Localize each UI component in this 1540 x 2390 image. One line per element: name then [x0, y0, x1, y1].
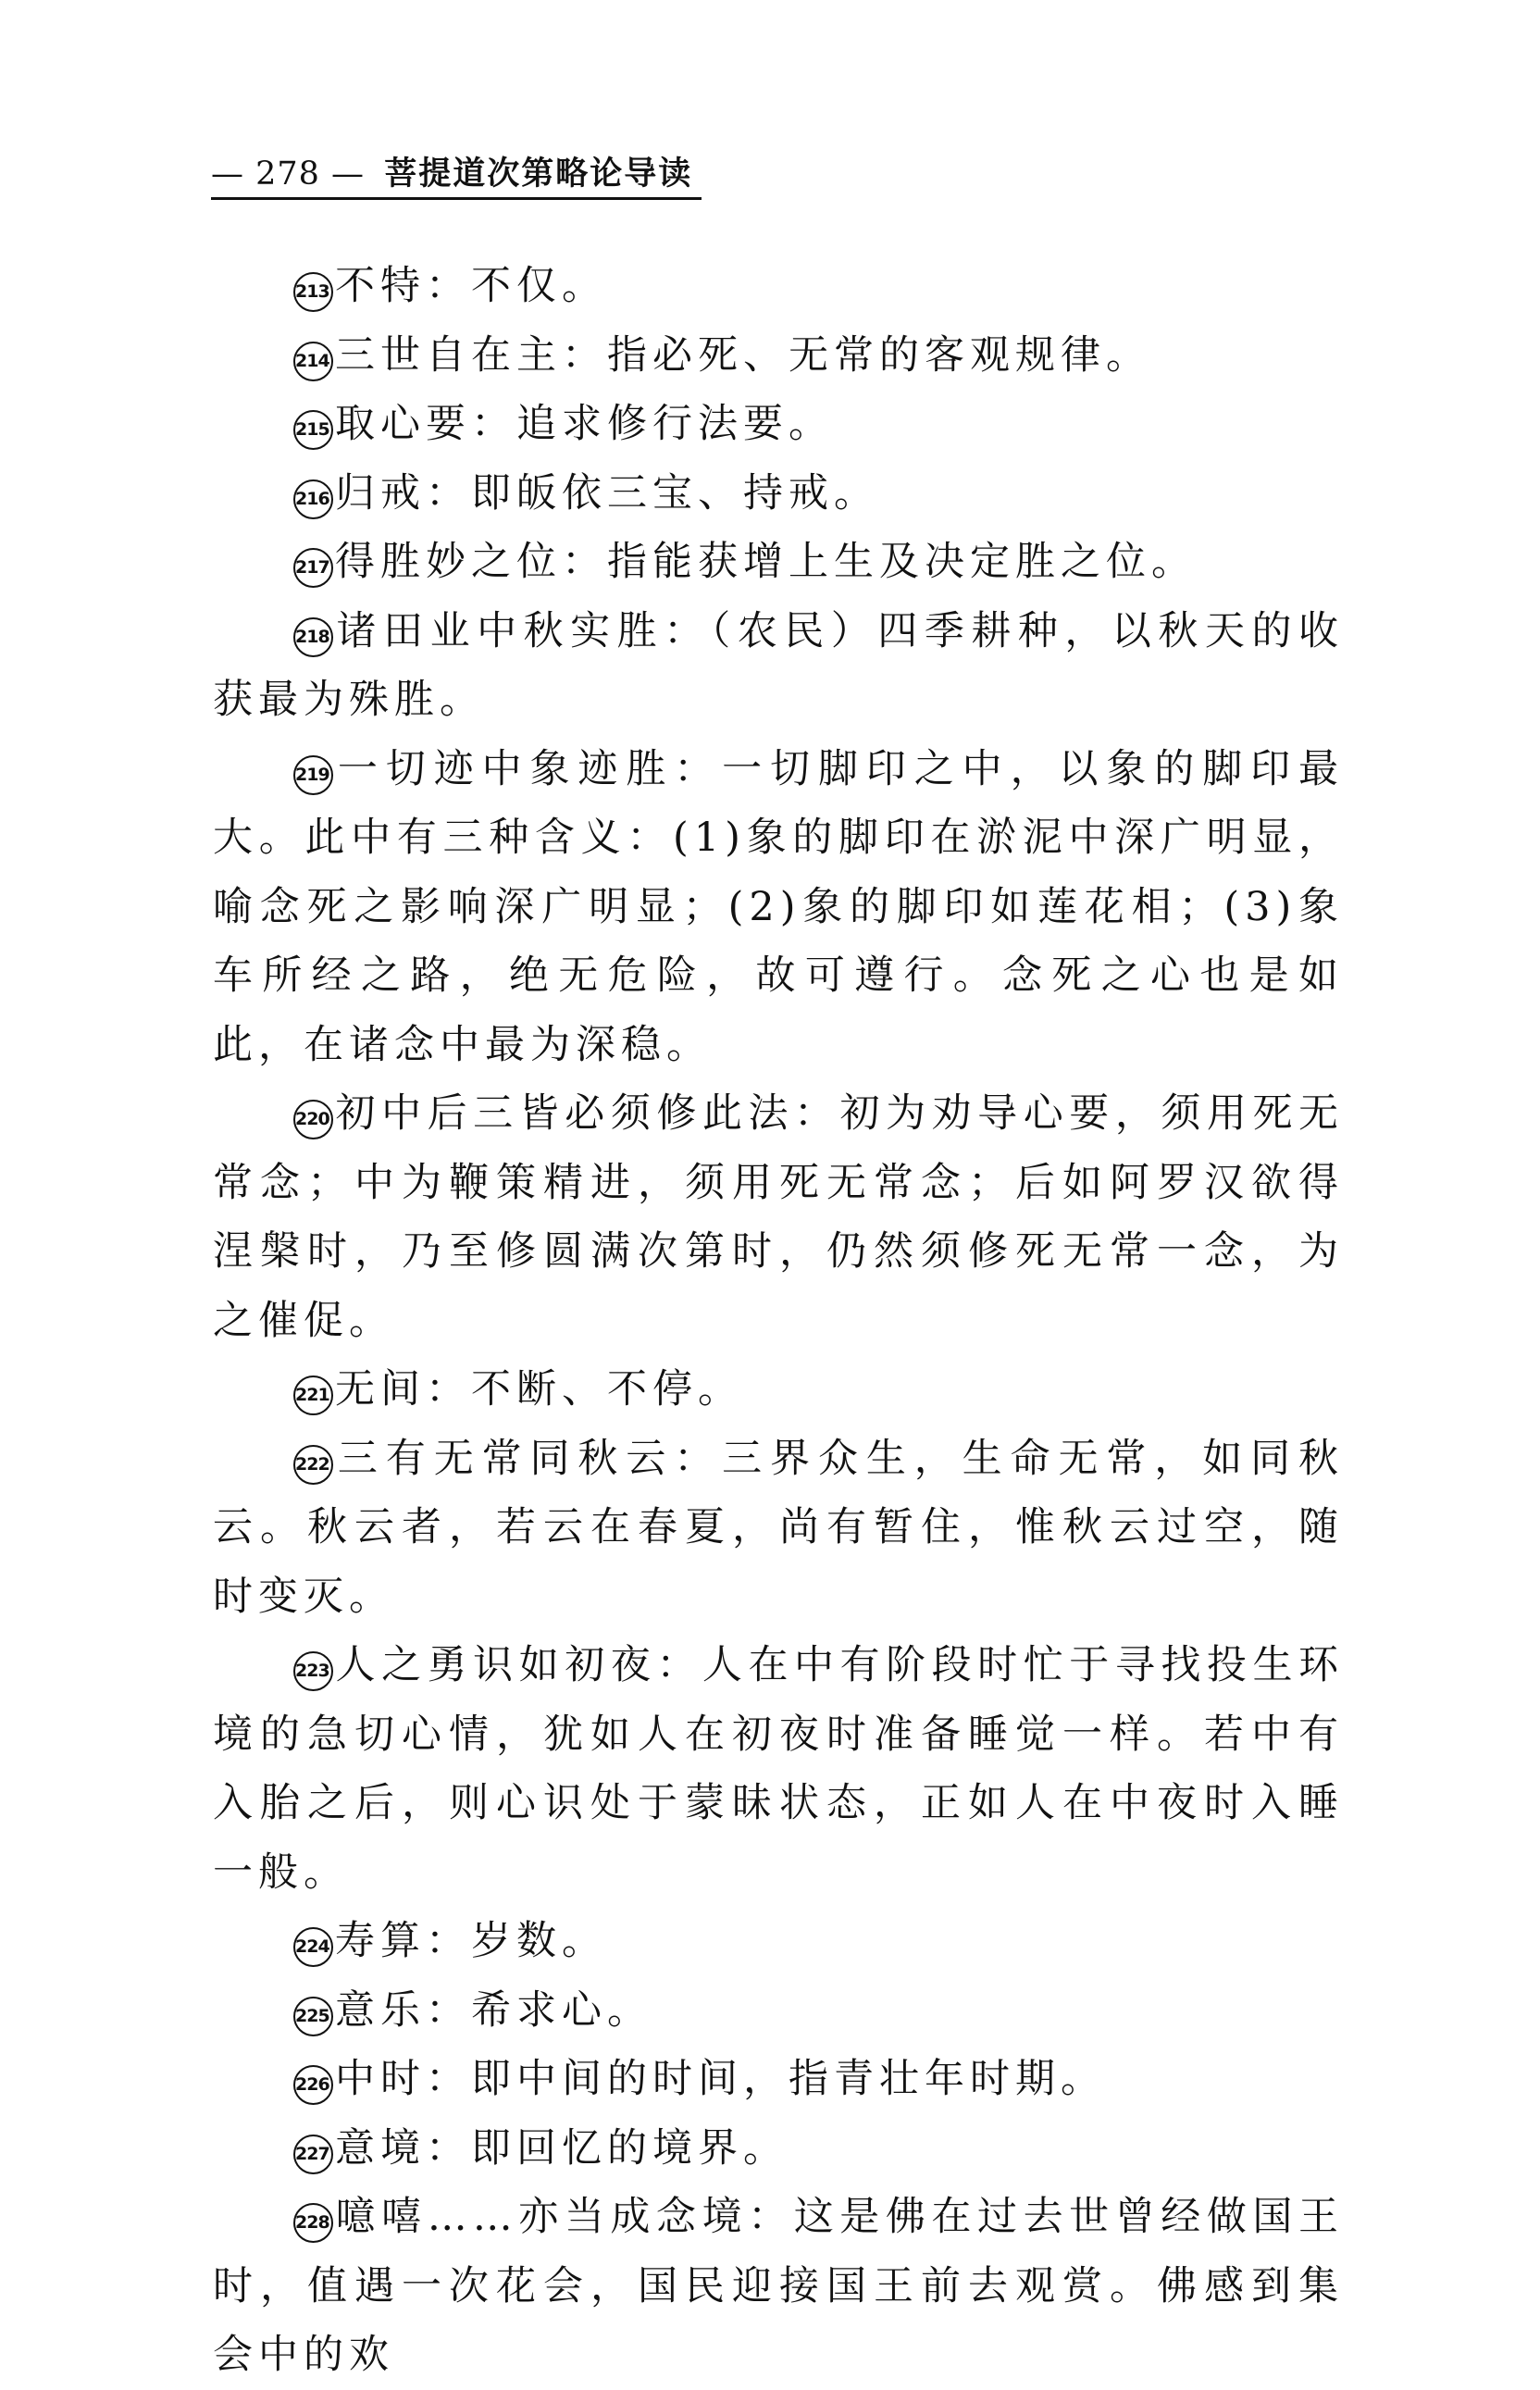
annotation-item: [213, 390, 1344, 459]
note-text: 无间：不断、不停。: [335, 1366, 743, 1413]
annotation-item: [213, 252, 1344, 321]
note-number: 219: [293, 755, 333, 795]
note-number: 217: [293, 548, 333, 588]
annotation-item: [213, 2114, 1344, 2184]
annotation-item: [213, 1907, 1344, 1976]
note-number: 221: [293, 1375, 333, 1415]
note-text: 中时：即中间的时间，指青壮年时期。: [335, 2056, 1106, 2102]
page-number: — 278 —: [211, 156, 366, 193]
note-number: 214: [293, 342, 333, 381]
annotation-item: [213, 1631, 1344, 1907]
note-number: 220: [293, 1100, 333, 1139]
note-number: 216: [293, 479, 333, 519]
note-text: 三有无常同秋云：三界众生，生命无常，如同秋云。秋云者，若云在春夏，尚有暂住，惟秋云过空，随时变灭。: [213, 1435, 1344, 1620]
note-number: 215: [293, 410, 333, 450]
note-number: 224: [293, 1927, 333, 1967]
note-text: 一切迹中象迹胜：一切脚印之中，以象的脚印最大。此中有三种含义：(1)象的脚印在淤泥中深广明显，喻念死之影响深广明显；(2)象的脚印如莲花相；(3)象车所经之路，绝无危险，故可遵行。念死之心也是如此，在诸念中最为深稳。: [213, 745, 1344, 1068]
note-number: 225: [293, 1997, 333, 2036]
annotation-item: [213, 528, 1344, 597]
annotation-item: [213, 1079, 1344, 1355]
annotation-item: [213, 459, 1344, 529]
annotation-item: [213, 735, 1344, 1080]
note-number: 223: [293, 1651, 333, 1691]
note-text: 寿算：岁数。: [335, 1918, 607, 1964]
note-text: 人之勇识如初夜：人在中有阶段时忙于寻找投生环境的急切心情，犹如人在初夜时准备睡觉一样。若中有入胎之后，则心识处于蒙昧状态，正如人在中夜时入睡一般。: [213, 1642, 1344, 1896]
note-number: 222: [293, 1445, 333, 1485]
annotation-item: [213, 321, 1344, 391]
note-text: 诸田业中秋实胜：（农民）四季耕种，以秋天的收获最为殊胜。: [213, 607, 1344, 723]
note-text: 取心要：追求修行法要。: [335, 401, 834, 447]
note-text: 不特：不仅。: [335, 263, 607, 309]
note-text: 意乐：希求心。: [335, 1986, 652, 2034]
annotation-item: [213, 1976, 1344, 2046]
note-text: 意境：即回忆的境界。: [335, 2124, 789, 2172]
annotation-item: [213, 2045, 1344, 2114]
note-text: 得胜妙之位：指能获增上生及决定胜之位。: [335, 539, 1197, 585]
annotation-item: [213, 1425, 1344, 1632]
note-text: 三世自在主：指必死、无常的客观规律。: [335, 331, 1151, 379]
note-number: 226: [293, 2065, 333, 2105]
book-title: 菩提道次第略论导读: [384, 155, 693, 193]
annotation-item: [213, 597, 1344, 735]
note-text: 噫嘻……亦当成念境：这是佛在过去世曾经做国王时，值遇一次花会，国民迎接国王前去观赏。佛感到集会中的欢: [213, 2194, 1344, 2378]
note-number: 213: [293, 272, 333, 312]
note-text: 初中后三皆必须修此法：初为劝导心要，须用死无常念；中为鞭策精进，须用死无常念；后如阿罗汉欲得涅槃时，乃至修圆满次第时，仍然须修死无常一念，为之催促。: [213, 1090, 1344, 1344]
note-number: 227: [293, 2135, 333, 2174]
note-number: 218: [293, 617, 333, 657]
note-number: 228: [293, 2203, 333, 2243]
note-text: 归戒：即皈依三宝、持戒。: [335, 469, 879, 517]
annotation-item: [213, 1355, 1344, 1425]
annotation-list: [213, 252, 1344, 2390]
running-header: [211, 151, 702, 200]
annotation-item: [213, 2183, 1344, 2390]
